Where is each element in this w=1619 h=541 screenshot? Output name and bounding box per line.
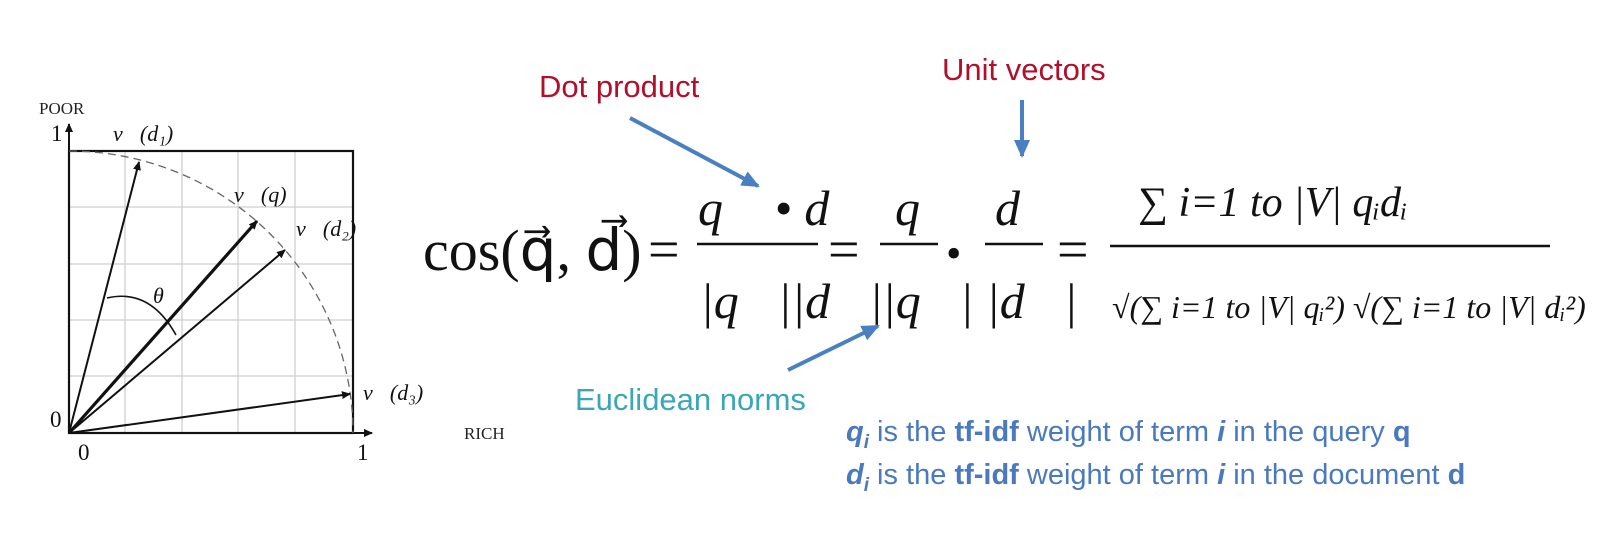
vector-d3-label: v⃗(d₃) <box>363 380 424 405</box>
tick-x-1: 1 <box>357 440 369 465</box>
formula-equals-1: = <box>648 219 680 281</box>
unit-vectors-label: Unit vectors <box>942 52 1106 87</box>
tick-y-1: 1 <box>51 121 63 146</box>
formula-equals-3: = <box>1057 219 1089 281</box>
euclidean-norms-label: Euclidean norms <box>575 382 806 417</box>
grid <box>69 151 353 433</box>
definition-q: $q_i$ is the tf-idf weight of term i in the query q <box>846 416 1411 453</box>
plot-frame <box>69 151 353 433</box>
theta-arc <box>107 296 176 335</box>
vector-q-label: v⃗(q) <box>234 182 287 207</box>
formula-term1-numerator: q⃗ • d⃗ <box>698 180 869 236</box>
euclidean-norms-arrow <box>788 326 878 370</box>
formula-lhs: cos(q⃗, d⃗) <box>423 218 642 283</box>
vector-d1-label: v⃗(d₁) <box>113 121 174 146</box>
unit-circle-arc <box>69 151 353 433</box>
vector-d2-label: v⃗(d₂) <box>296 216 357 241</box>
formula-term2-d-denominator: |d⃗| <box>986 273 1078 329</box>
theta-label: θ <box>153 283 164 308</box>
formula-term3-numerator: ∑ i=1 to |V| qᵢdᵢ <box>1138 180 1408 226</box>
vector-d2-arrow <box>69 250 285 433</box>
formula-term2-q-denominator: |q⃗| <box>882 273 974 329</box>
axis-x-label: RICH <box>464 424 505 443</box>
formula-term1-denominator: |q⃗||d⃗| <box>700 273 883 329</box>
formula-term2-d-numerator: d⃗ <box>995 180 1059 236</box>
cosine-formula <box>423 180 1586 329</box>
formula-equals-2: = <box>828 219 860 281</box>
formula-term2-q-numerator: q⃗ <box>895 180 959 236</box>
formula-term3-denominator: √(∑ i=1 to |V| qᵢ²) √(∑ i=1 to |V| dᵢ²) <box>1112 289 1586 325</box>
tick-y-0: 0 <box>50 407 62 432</box>
formula-dot: • <box>946 229 962 278</box>
vector-d3-arrow <box>69 394 350 433</box>
dot-product-label: Dot product <box>539 69 700 104</box>
axis-y-label: POOR <box>39 99 85 118</box>
tick-x-0: 0 <box>78 440 90 465</box>
dot-product-arrow <box>630 118 758 186</box>
definition-d: $d_i$ is the tf-idf weight of term i in the document d <box>846 459 1466 496</box>
